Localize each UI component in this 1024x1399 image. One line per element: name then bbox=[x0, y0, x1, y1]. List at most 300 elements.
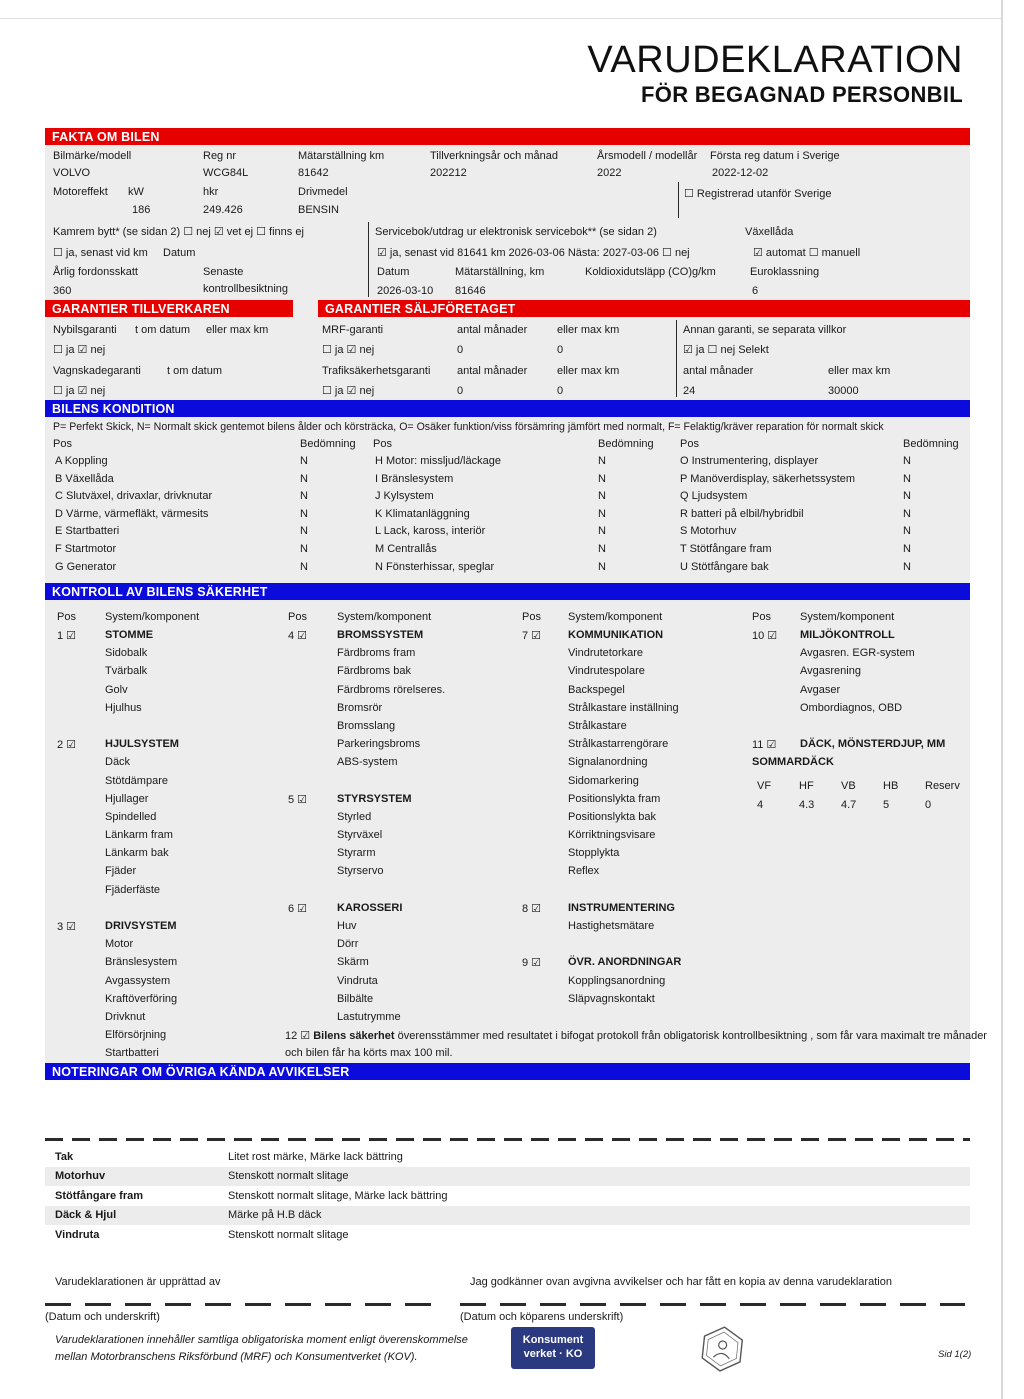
header-bedomning-2: Bedömning bbox=[598, 438, 654, 450]
kontroll-column-4 bbox=[752, 629, 945, 775]
kontroll-row bbox=[288, 1011, 445, 1029]
tire-tread-value: 4.3 bbox=[799, 799, 815, 811]
kontroll-label: Elförsörjning bbox=[105, 1029, 167, 1042]
kontroll-row bbox=[522, 793, 681, 811]
kontroll-label: Färdbroms fram bbox=[337, 647, 416, 660]
section-bar-kontroll: KONTROLL AV BILENS SÄKERHET bbox=[45, 583, 970, 600]
kontroll-pos-checkbox bbox=[57, 975, 105, 993]
kontroll-row bbox=[522, 884, 681, 902]
checkbox-registrerad-utanfor: ☐ Registrerad utanför Sverige bbox=[684, 188, 832, 200]
kontroll-label: Bränslesystem bbox=[105, 956, 178, 969]
header-pos-3: Pos bbox=[680, 438, 699, 450]
kondition-row: I Bränslesystem N bbox=[375, 472, 606, 485]
label-koldioxid: Koldioxidutsläpp (CO)g/km bbox=[585, 266, 716, 278]
kontroll-label: Spindelled bbox=[105, 810, 157, 823]
kontroll-pos-checkbox bbox=[522, 993, 568, 1011]
kontroll-row bbox=[288, 775, 445, 793]
kontroll-pos-checkbox bbox=[522, 811, 568, 829]
value-tillverkning: 202212 bbox=[430, 167, 467, 179]
label-kw: kW bbox=[128, 186, 144, 198]
page-title: VARUDEKLARATION bbox=[587, 39, 963, 81]
kontroll-row bbox=[57, 720, 179, 738]
kontroll-pos-checkbox: 11 ☑ bbox=[752, 739, 777, 752]
header-bedomning-3: Bedömning bbox=[903, 438, 959, 450]
kontroll-row bbox=[57, 865, 179, 883]
note-row bbox=[45, 1186, 970, 1206]
kondition-row: A Koppling N bbox=[55, 455, 308, 467]
label-annan-manader: antal månader bbox=[683, 365, 754, 377]
kontroll-label: ÖVR. ANORDNINGAR bbox=[568, 956, 682, 969]
note-row bbox=[45, 1206, 970, 1226]
kontroll-header-system-1: System/komponent bbox=[105, 611, 200, 623]
kontroll-label: Signalanordning bbox=[568, 756, 648, 769]
kontroll-row bbox=[288, 665, 445, 683]
scan-artifact-right-line bbox=[1001, 0, 1003, 1399]
value-besiktning-matarstallning: 81646 bbox=[455, 285, 486, 297]
kondition-row: S Motorhuv N bbox=[680, 525, 911, 538]
kontroll-pos-checkbox: 6 ☑ bbox=[288, 902, 308, 915]
value-mrf-km: 0 bbox=[557, 344, 564, 356]
kontroll-pos-checkbox bbox=[288, 665, 337, 683]
kondition-row: R batteri på elbil/hybridbil N bbox=[680, 507, 911, 520]
kontroll-row bbox=[57, 920, 179, 938]
kondition-row: T Stötfångare fram N bbox=[680, 542, 911, 555]
kontroll-row bbox=[57, 938, 179, 956]
kontroll-label: Vindruta bbox=[337, 974, 378, 987]
kontroll-label: Stopplykta bbox=[568, 847, 620, 860]
kontroll-label: Drivknut bbox=[105, 1010, 146, 1023]
kontroll-label: Kopplingsanordning bbox=[568, 974, 666, 987]
kontroll-row bbox=[57, 975, 179, 993]
kontroll-column-3 bbox=[522, 629, 681, 1011]
note-text: Stenskott normalt slitage bbox=[228, 1170, 349, 1183]
kontroll-row bbox=[57, 847, 179, 865]
kontroll-row bbox=[288, 829, 445, 847]
label-kamrem-datum: Datum bbox=[163, 247, 196, 259]
label-datum-koparens: (Datum och köparens underskrift) bbox=[460, 1311, 624, 1323]
kontroll-row bbox=[57, 956, 179, 974]
kontroll-pos-checkbox bbox=[522, 920, 568, 938]
label-mrf-garanti: MRF-garanti bbox=[322, 324, 384, 336]
kontroll-label: Fjäderfäste bbox=[105, 883, 161, 896]
kontroll-label: Motor bbox=[105, 938, 134, 951]
kontroll-pos-checkbox bbox=[288, 738, 337, 756]
kondition-row: U Stötfångare bak N bbox=[680, 560, 911, 573]
checkbox-group-nybils: ☐ ja ☑ nej bbox=[53, 344, 106, 356]
kontroll-pos-checkbox bbox=[288, 702, 337, 720]
page-subtitle: FÖR BEGAGNAD PERSONBIL bbox=[641, 81, 963, 107]
tire-tread-value: 0 bbox=[925, 799, 932, 811]
kontroll-row bbox=[57, 902, 179, 920]
kontroll-label: MILJÖKONTROLL bbox=[800, 629, 895, 641]
kontroll-label: STYRSYSTEM bbox=[337, 792, 412, 805]
kontroll-row bbox=[288, 902, 445, 920]
label-fordonsskatt: Årlig fordonsskatt bbox=[53, 266, 138, 278]
kontroll-label: Bromsrör bbox=[337, 701, 383, 714]
kondition-row: F Startmotor N bbox=[55, 542, 308, 555]
tire-cell bbox=[841, 780, 883, 811]
signature-line-seller bbox=[45, 1303, 440, 1306]
kondition-row: E Startbatteri N bbox=[55, 525, 308, 538]
label-eller-max-km-3: eller max km bbox=[557, 365, 620, 377]
kontroll-header-system-2: System/komponent bbox=[337, 611, 432, 623]
kontroll-label: Vindrutetorkare bbox=[568, 647, 644, 660]
note-text: Litet rost märke, Märke lack bättring bbox=[228, 1150, 403, 1163]
kontroll-row bbox=[752, 684, 945, 702]
kontroll-pos-checkbox: 8 ☑ bbox=[522, 902, 542, 915]
kontroll-header-system-3: System/komponent bbox=[568, 611, 663, 623]
kontroll-row bbox=[522, 665, 681, 683]
kontroll-pos-checkbox: 2 ☑ bbox=[57, 739, 77, 752]
kontroll-pos-checkbox bbox=[57, 902, 105, 920]
kontroll-row bbox=[752, 738, 945, 756]
value-annan-manader: 24 bbox=[683, 385, 696, 397]
tire-position-header: Reserv bbox=[925, 780, 960, 792]
value-euroklassning: 6 bbox=[752, 285, 759, 297]
tire-position-header: HB bbox=[883, 780, 899, 792]
kontroll-pos-checkbox bbox=[57, 647, 105, 665]
value-trafik-km: 0 bbox=[557, 385, 564, 397]
kontroll-pos-checkbox bbox=[522, 829, 568, 847]
label-regnr: Reg nr bbox=[203, 150, 237, 162]
kontroll-header-system-4: System/komponent bbox=[800, 611, 895, 623]
value-drivmedel: BENSIN bbox=[298, 204, 339, 216]
kontroll-row bbox=[752, 629, 945, 647]
kontroll-row bbox=[288, 847, 445, 865]
note-area: Vindruta bbox=[55, 1228, 100, 1241]
notes-list bbox=[45, 1147, 970, 1245]
kontroll-row bbox=[288, 993, 445, 1011]
kondition-column-3 bbox=[680, 455, 911, 578]
divider-annan-garanti bbox=[676, 320, 677, 397]
kontroll-pos-checkbox bbox=[288, 756, 337, 774]
kontroll-row bbox=[57, 775, 179, 793]
kontroll-label: Strålkastare inställning bbox=[568, 701, 679, 714]
kontroll-label: Avgassystem bbox=[105, 974, 171, 987]
legal-text-line-2: mellan Motorbranschens Riksförbund (MRF) och Konsumentverket (KOV). bbox=[55, 1351, 418, 1363]
kontroll-row bbox=[752, 665, 945, 683]
kontroll-label: Strålkastarrengörare bbox=[568, 738, 669, 751]
value-matarstallning: 81642 bbox=[298, 167, 329, 179]
kontroll-label: Vindrutespolare bbox=[568, 665, 645, 678]
kontroll-row bbox=[522, 993, 681, 1011]
label-annan-garanti: Annan garanti, se separata villkor bbox=[683, 324, 847, 336]
kondition-row: J Kylsystem N bbox=[375, 490, 606, 503]
kontroll-row bbox=[288, 738, 445, 756]
kontroll-pos-checkbox bbox=[522, 684, 568, 702]
kondition-legend: P= Perfekt Skick, N= Normalt skick gentemot bilens ålder och körsträcka, O= Osäker funktion/viss försämring jämfört med normalt, F= Felaktig/kräver reparation för normalt skick bbox=[53, 421, 884, 433]
kontroll-pos-checkbox bbox=[522, 665, 568, 683]
kontroll-pos-checkbox bbox=[57, 665, 105, 683]
kontroll-label: Färdbroms rörelseres. bbox=[337, 683, 446, 696]
kontroll-label: Hjulhus bbox=[105, 701, 142, 714]
kontroll-label: Styrservo bbox=[337, 865, 384, 878]
item12-bold-text: Bilens säkerhet bbox=[313, 1030, 395, 1042]
kontroll-pos-checkbox bbox=[288, 775, 337, 793]
kontroll-pos-checkbox bbox=[752, 665, 800, 683]
kontroll-label: Positionslykta bak bbox=[568, 810, 657, 823]
value-mrf-manader: 0 bbox=[457, 344, 464, 356]
label-motoreffekt: Motoreffekt bbox=[53, 186, 108, 198]
scan-artifact-top-line bbox=[0, 18, 1002, 19]
note-row bbox=[45, 1225, 970, 1245]
value-arsmodell: 2022 bbox=[597, 167, 622, 179]
kontroll-row bbox=[288, 811, 445, 829]
note-row bbox=[45, 1167, 970, 1187]
kontroll-pos-checkbox bbox=[522, 865, 568, 883]
checkbox-group-vagnskade: ☐ ja ☑ nej bbox=[53, 385, 106, 397]
kondition-row: K Klimatanläggning N bbox=[375, 507, 606, 520]
kontroll-label: Ombordiagnos, OBD bbox=[800, 701, 903, 714]
kontroll-row bbox=[522, 938, 681, 956]
kondition-row: G Generator N bbox=[55, 560, 308, 573]
kontroll-row bbox=[752, 647, 945, 665]
konsumentverket-logo bbox=[511, 1327, 595, 1369]
kontroll-label: Släpvagnskontakt bbox=[568, 992, 655, 1005]
tire-cell bbox=[757, 780, 799, 811]
label-annan-km: eller max km bbox=[828, 365, 891, 377]
label-upprattad-av: Varudeklarationen är upprättad av bbox=[55, 1276, 221, 1288]
kontroll-label: Lastutrymme bbox=[337, 1010, 401, 1023]
kontroll-row bbox=[522, 702, 681, 720]
value-trafik-manader: 0 bbox=[457, 385, 464, 397]
kontroll-label: Skärm bbox=[337, 956, 369, 969]
kontroll-label: Körriktningsvisare bbox=[568, 829, 656, 842]
kontroll-row bbox=[57, 647, 179, 665]
kondition-row: M Centrallås N bbox=[375, 542, 606, 555]
kontroll-row bbox=[522, 684, 681, 702]
kontroll-pos-checkbox bbox=[522, 756, 568, 774]
kontroll-row bbox=[522, 847, 681, 865]
kontroll-row bbox=[57, 684, 179, 702]
kontroll-pos-checkbox bbox=[288, 993, 337, 1011]
kontroll-row bbox=[57, 1011, 179, 1029]
kontroll-row bbox=[57, 811, 179, 829]
checkbox-group-kamrem: Kamrem bytt* (se sidan 2) ☐ nej ☑ vet ej ☐ finns ej bbox=[53, 226, 304, 238]
kontroll-label: Backspegel bbox=[568, 683, 625, 696]
value-besiktning-datum: 2026-03-10 bbox=[377, 285, 434, 297]
kontroll-row bbox=[288, 956, 445, 974]
label-trafiksakerhetsgaranti: Trafiksäkerhetsgaranti bbox=[322, 365, 431, 377]
kontroll-row bbox=[522, 647, 681, 665]
kontroll-label: Avgasren. EGR-system bbox=[800, 647, 915, 660]
logo-line-1: Konsument bbox=[522, 1334, 584, 1347]
kontroll-label: Färdbroms bak bbox=[337, 665, 411, 678]
kontroll-row bbox=[288, 865, 445, 883]
header-pos-2: Pos bbox=[373, 438, 392, 450]
kontroll-pos-checkbox: 7 ☑ bbox=[522, 630, 542, 642]
kontroll-row bbox=[522, 902, 681, 920]
label-hkr: hkr bbox=[203, 186, 219, 198]
kondition-row: C Slutväxel, drivaxlar, drivknutar N bbox=[55, 490, 308, 503]
note-text: Stenskott normalt slitage bbox=[228, 1228, 349, 1241]
label-servicebok: Servicebok/utdrag ur elektronisk servicebok** (se sidan 2) bbox=[375, 226, 657, 238]
kontroll-header-pos-1: Pos bbox=[57, 611, 76, 623]
kontroll-pos-checkbox bbox=[57, 847, 105, 865]
kontroll-row bbox=[522, 720, 681, 738]
divider-registrerad bbox=[678, 182, 679, 218]
kontroll-pos-checkbox bbox=[752, 684, 800, 702]
tire-cell bbox=[925, 780, 967, 811]
kontroll-row bbox=[752, 720, 945, 738]
kontroll-label: Parkeringsbroms bbox=[337, 738, 421, 751]
kontroll-pos-checkbox bbox=[288, 647, 337, 665]
kontroll-label: Dörr bbox=[337, 938, 359, 951]
tire-position-header: HF bbox=[799, 780, 814, 792]
kontroll-row bbox=[57, 884, 179, 902]
kontroll-label: Däck bbox=[105, 756, 131, 769]
kontroll-label: Startbatteri bbox=[105, 1047, 159, 1060]
kontroll-label: DÄCK, MÖNSTERDJUP, MM bbox=[800, 738, 946, 751]
kontroll-label: Tvärbalk bbox=[105, 665, 148, 678]
kontroll-pos-checkbox bbox=[522, 938, 568, 956]
checkbox-group-mrf: ☐ ja ☑ nej bbox=[322, 344, 375, 356]
checkbox-group-servicebok: ☑ ja, senast vid 81641 km 2026-03-06 Nästa: 2027-03-06 ☐ nej bbox=[377, 247, 690, 259]
kontroll-pos-checkbox bbox=[288, 720, 337, 738]
kontroll-pos-checkbox bbox=[522, 847, 568, 865]
kontroll-row bbox=[288, 720, 445, 738]
kontroll-label: Huv bbox=[337, 920, 357, 932]
kontroll-pos-checkbox bbox=[522, 647, 568, 665]
kontroll-row bbox=[288, 684, 445, 702]
label-vagnskadegaranti: Vagnskadegaranti bbox=[53, 365, 141, 377]
kondition-row: Q Ljudsystem N bbox=[680, 490, 911, 503]
kontroll-row bbox=[57, 793, 179, 811]
kontroll-pos-checkbox: 3 ☑ bbox=[57, 921, 77, 933]
kontroll-column-1 bbox=[57, 629, 179, 1066]
kontroll-row bbox=[288, 702, 445, 720]
label-bilmarke: Bilmärke/modell bbox=[53, 150, 132, 162]
tire-tread-value: 5 bbox=[883, 799, 890, 811]
kontroll-pos-checkbox bbox=[57, 1029, 105, 1047]
tire-cell bbox=[799, 780, 841, 811]
document-header bbox=[587, 40, 963, 108]
kontroll-row bbox=[57, 629, 179, 647]
label-kontrollbesiktning: kontrollbesiktning bbox=[203, 283, 288, 295]
kontroll-row bbox=[288, 975, 445, 993]
kontroll-label: Länkarm bak bbox=[105, 847, 169, 860]
kontroll-label: KAROSSERI bbox=[337, 901, 403, 914]
kontroll-pos-checkbox bbox=[57, 775, 105, 793]
label-tom-datum: t om datum bbox=[135, 324, 191, 336]
label-vaxellada: Växellåda bbox=[745, 226, 794, 238]
kontroll-row bbox=[57, 993, 179, 1011]
kontroll-pos-checkbox bbox=[57, 938, 105, 956]
kontroll-label: Bromsslang bbox=[337, 719, 396, 732]
note-area: Motorhuv bbox=[55, 1170, 106, 1183]
kontroll-label: KOMMUNIKATION bbox=[568, 629, 664, 641]
tire-cell bbox=[883, 780, 925, 811]
kontroll-pos-checkbox bbox=[57, 829, 105, 847]
tire-position-header: VF bbox=[757, 780, 772, 792]
kontroll-pos-checkbox bbox=[57, 756, 105, 774]
kontroll-pos-checkbox bbox=[57, 702, 105, 720]
kontroll-pos-checkbox bbox=[288, 1011, 337, 1029]
kontroll-header-pos-2: Pos bbox=[288, 611, 307, 623]
section-bar-garantier-saljforetaget: GARANTIER SÄLJFÖRETAGET bbox=[318, 300, 970, 317]
kontroll-pos-checkbox bbox=[522, 775, 568, 793]
label-eller-max-km-2: eller max km bbox=[557, 324, 620, 336]
kontroll-label: Bilbälte bbox=[337, 992, 374, 1005]
kontroll-row bbox=[288, 793, 445, 811]
kontroll-label: Länkarm fram bbox=[105, 829, 173, 842]
kontroll-row bbox=[522, 956, 681, 974]
kontroll-label: Fjäder bbox=[105, 865, 137, 878]
value-regnr: WCG84L bbox=[203, 167, 249, 179]
value-forsta-reg: 2022-12-02 bbox=[712, 167, 769, 179]
kontroll-label: Avgaser bbox=[800, 683, 841, 696]
kontroll-row bbox=[288, 920, 445, 938]
note-text: Stenskott normalt slitage, Märke lack bättring bbox=[228, 1189, 448, 1202]
legal-text-line-1: Varudeklarationen innehåller samtliga obligatoriska moment enligt överenskommelse bbox=[55, 1334, 468, 1346]
kontroll-row bbox=[522, 756, 681, 774]
kontroll-pos-checkbox bbox=[288, 811, 337, 829]
label-euroklassning: Euroklassning bbox=[750, 266, 820, 278]
kontroll-label: INSTRUMENTERING bbox=[568, 901, 675, 914]
kontroll-pos-checkbox: 10 ☑ bbox=[752, 630, 778, 642]
kontroll-label: Strålkastare bbox=[568, 719, 627, 732]
kontroll-label: Avgasrening bbox=[800, 665, 861, 678]
kontroll-label: Styrled bbox=[337, 810, 372, 823]
kontroll-header-pos-3: Pos bbox=[522, 611, 541, 623]
kontroll-row bbox=[522, 829, 681, 847]
kontroll-row bbox=[288, 629, 445, 647]
kontroll-label: Hastighetsmätare bbox=[568, 920, 655, 932]
value-hkr: 249.426 bbox=[203, 204, 243, 216]
kontroll-row bbox=[57, 1029, 179, 1047]
kontroll-label: Positionslykta fram bbox=[568, 792, 661, 805]
section-bar-kondition: BILENS KONDITION bbox=[45, 400, 970, 417]
item12-text: överensstämmer med resultatet i bifogat protokoll från obligatorisk kontrollbesiktning , som får vara maximalt tre månader och bilen får ha körts max 100 mil. bbox=[285, 1030, 987, 1059]
label-matarstallning: Mätarställning km bbox=[298, 150, 385, 162]
section-bar-noteringar: NOTERINGAR OM ÖVRIGA KÄNDA AVVIKELSER bbox=[45, 1063, 970, 1080]
section-bar-fakta: FAKTA OM BILEN bbox=[45, 128, 970, 145]
label-tom-datum-2: t om datum bbox=[167, 365, 223, 377]
kontroll-pos-checkbox bbox=[522, 975, 568, 993]
kontroll-column-2 bbox=[288, 629, 445, 1029]
kondition-column-1 bbox=[55, 455, 308, 578]
checkbox-group-vaxellada: ☑ automat ☐ manuell bbox=[753, 247, 861, 259]
kontroll-row bbox=[522, 865, 681, 883]
kontroll-pos-checkbox bbox=[57, 993, 105, 1011]
kontroll-pos-checkbox bbox=[522, 720, 568, 738]
kontroll-label: Golv bbox=[105, 683, 128, 696]
value-annan-km: 30000 bbox=[828, 385, 859, 397]
kontroll-label: STOMME bbox=[105, 629, 154, 641]
kontroll-pos-checkbox bbox=[288, 829, 337, 847]
kondition-row: N Fönsterhissar, speglar N bbox=[375, 560, 606, 573]
logo-line-2: verket · KO bbox=[523, 1348, 583, 1360]
kontroll-label: HJULSYSTEM bbox=[105, 738, 179, 751]
kontroll-row bbox=[752, 756, 945, 774]
kontroll-label: Reflex bbox=[568, 865, 600, 878]
kontroll-row bbox=[57, 829, 179, 847]
kontroll-row bbox=[522, 920, 681, 938]
kontroll-label: Styrväxel bbox=[337, 829, 383, 842]
kondition-row: L Lack, kaross, interiör N bbox=[375, 525, 606, 538]
kontroll-label: Hjullager bbox=[105, 792, 149, 805]
tire-tread-table bbox=[757, 780, 967, 811]
divider-servicebok bbox=[368, 222, 369, 297]
label-drivmedel: Drivmedel bbox=[298, 186, 348, 198]
label-datum-underskrift: (Datum och underskrift) bbox=[45, 1311, 160, 1323]
checkbox-ja-senast: ☐ ja, senast vid km bbox=[53, 247, 148, 259]
kontroll-pos-checkbox bbox=[288, 847, 337, 865]
header-pos-1: Pos bbox=[53, 438, 72, 450]
kontroll-pos-checkbox: 5 ☑ bbox=[288, 793, 308, 806]
kontroll-row bbox=[522, 975, 681, 993]
tire-position-header: VB bbox=[841, 780, 856, 792]
